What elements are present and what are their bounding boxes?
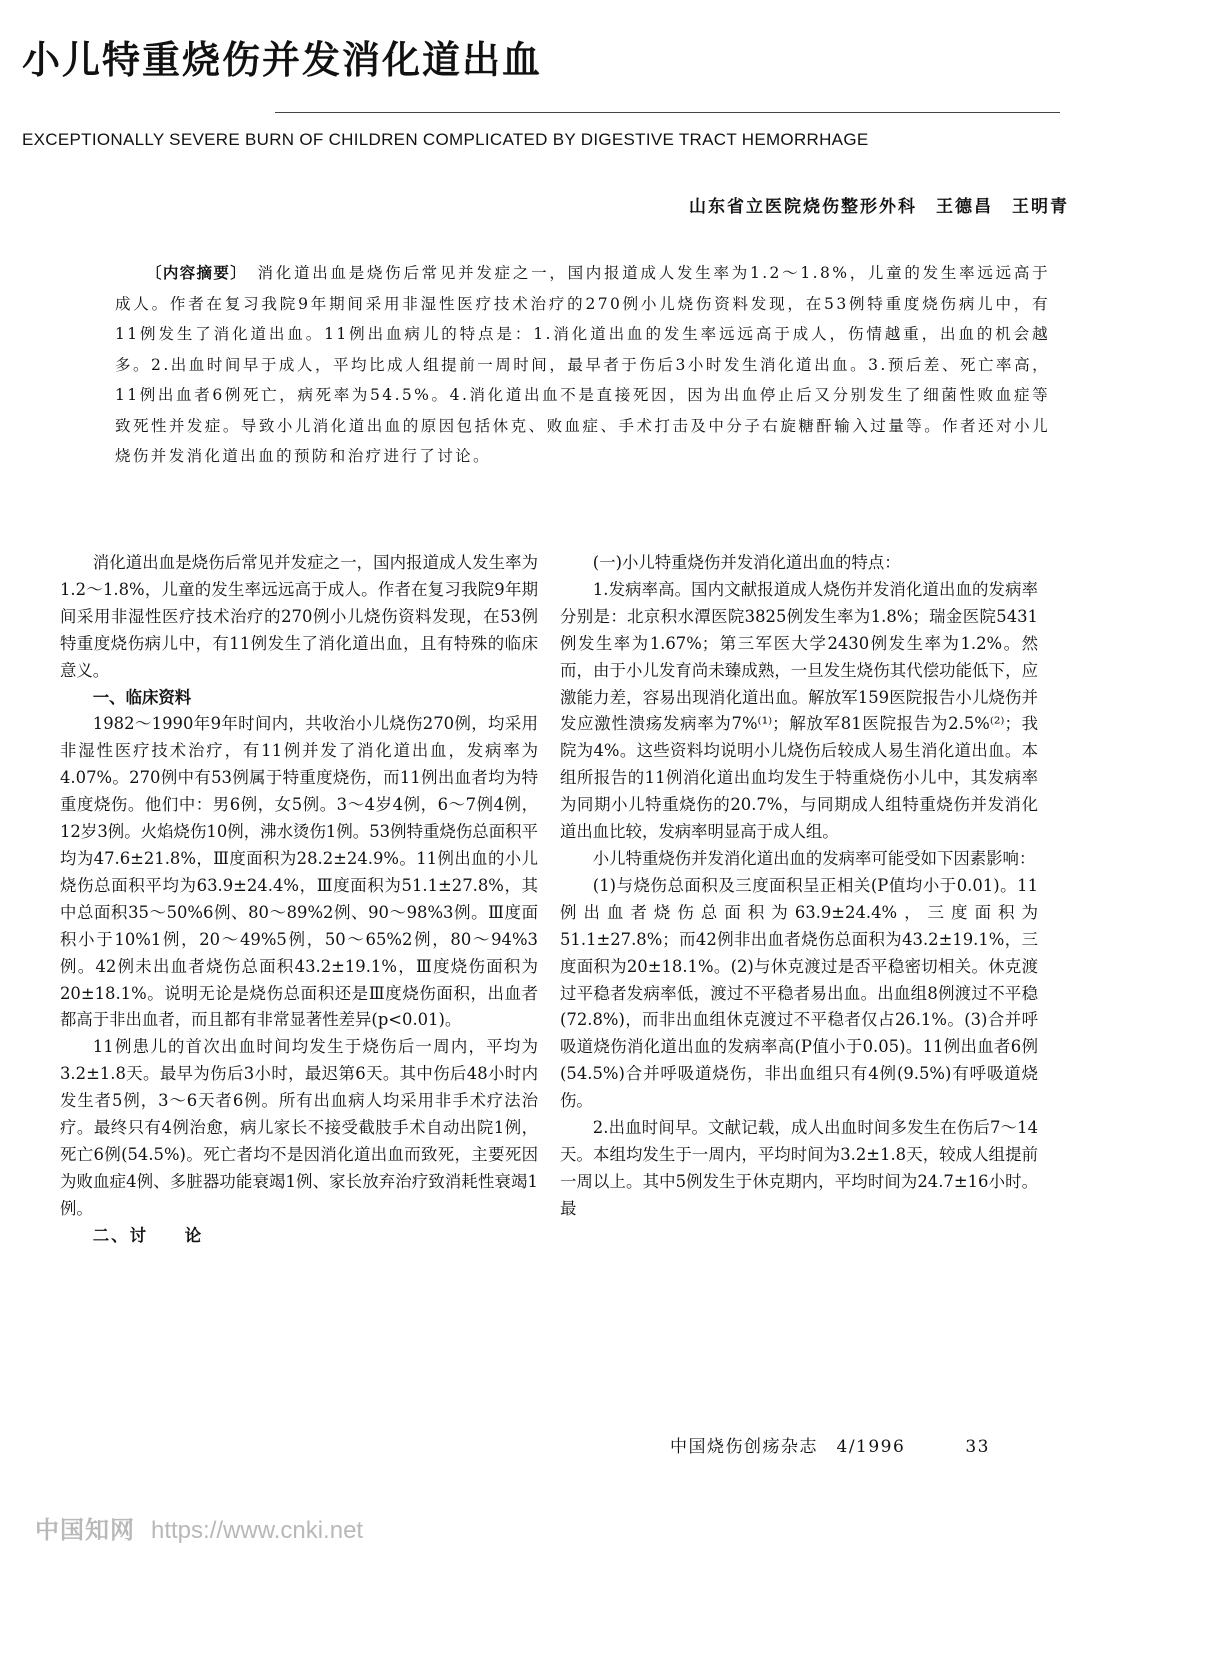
factors-intro-paragraph: 小儿特重烧伤并发消化道出血的发病率可能受如下因素影响： — [592, 848, 1036, 868]
watermark-brand: 中国知网 — [35, 1517, 135, 1544]
factors-paragraph: (1)与烧伤总面积及三度面积呈正相关(P值均小于0.01)。11例出血者烧伤总面积为63.9±24.4%，三度面积为51.1±27.8%；而42例非出血者烧伤总面积为43.2±19.1%，三度面积为20±18.1%。(2)与休克渡过是否平稳密切相关。休克渡过平稳者发病率低，渡过不平稳者易出血。出血组8例渡过不平稳(72.8%)，而非出血组休克渡过不平稳者仅占26.1%。(3)合并呼吸道烧伤消化道出血的发病率高(P值小于0.05)。11例出血者6例(54.5%)合并呼吸道烧伤，非出血组只有4例(9.5%)有呼吸道烧伤。 — [560, 875, 1038, 1111]
incidence-paragraph: 1.发病率高。国内文献报道成人烧伤并发消化道出血的发病率分别是：北京积水潭医院3825例发生率为1.8%；瑞金医院5431例发生率为1.67%；第三军医大学2430例发生率为1.2%。然而，由于小儿发育尚未臻成熟，一旦发生烧伤其代偿功能低下，应激能力差，容易出现消化道出血。解放军159医院报告小儿烧伤并发应激性溃疡发病率为7%⁽¹⁾；解放军81医院报告为2.5%⁽²⁾；我院为4%。这些资料均说明小儿烧伤后较成人易生消化道出血。本组所报告的11例消化道出血均发生于特重烧伤小儿中，其发病率为同期小儿特重烧伤的20.7%，与同期成人组特重烧伤并发消化道出血比较，发病率明显高于成人组。 — [560, 579, 1038, 842]
journal-name: 中国烧伤创疡杂志 4/1996 — [670, 1437, 906, 1457]
clinical-data-paragraph: 1982～1990年9年时间内，共收治小儿烧伤270例，均采用非湿性医疗技术治疗，有11例并发了消化道出血，发病率为4.07%。270例中有53例属于特重度烧伤，而11例出血者均为特重度烧伤。他们中：男6例，女5例。3～4岁4例，6～7例4例，12岁3例。火焰烧伤10例，沸水烫伤1例。53例特重烧伤总面积平均为47.6±21.8%，Ⅲ度面积为28.2±24.9%。11例出血的小儿烧伤总面积平均为63.9±24.4%，Ⅲ度面积为51.1±27.8%，其中总面积35～50%6例、80～89%2例、90～98%3例。Ⅲ度面积小于10%1例，20～49%5例，50～65%2例，80～94%3例。42例未出血者烧伤总面积43.2±19.1%，Ⅲ度烧伤面积为20±18.1%。说明无论是烧伤总面积还是Ⅲ度烧伤面积，出血者都高于非出血者，而且都有非常显著性差异(p<0.01)。 — [60, 714, 538, 1030]
cnki-watermark — [35, 1510, 363, 1545]
intro-paragraph: 消化道出血是烧伤后常见并发症之一，国内报道成人发生率为1.2～1.8%，儿童的发生率远远高于成人。作者在复习我院9年期间采用非湿性医疗技术治疗的270例小儿烧伤资料发现，在53例特重度烧伤病儿中，有11例发生了消化道出血，且有特殊的临床意义。 — [60, 553, 538, 680]
bleeding-time-paragraph: 11例患儿的首次出血时间均发生于烧伤后一周内，平均为3.2±1.8天。最早为伤后3小时，最迟第6天。其中伤后48小时内发生者5例，3～6天者6例。所有出血病人均采用非手术疗法治疗。最终只有4例治愈，病儿家长不接受截肢手术自动出院1例，死亡6例(54.5%)。死亡者均不是因消化道出血而致死，主要死因为败血症4例、多脏器功能衰竭1例、家长放弃治疗致消耗性衰竭1例。 — [60, 1037, 538, 1218]
section-heading-clinical-data: 一、临床资料 — [92, 687, 192, 707]
title-rule — [275, 112, 1060, 113]
page-number: 33 — [965, 1437, 990, 1457]
abstract-label: 〔内容摘要〕 — [146, 264, 240, 282]
page-footer — [670, 1432, 990, 1457]
right-column — [560, 550, 1038, 1223]
early-bleeding-paragraph: 2.出血时间早。文献记载，成人出血时间多发生在伤后7～14天。本组均发生于一周内，平均时间为3.2±1.8天，较成人组提前一周以上。其中5例发生于休克期内，平均时间为24.7±16小时。最 — [560, 1118, 1038, 1218]
article-title: 小儿特重烧伤并发消化道出血 — [22, 38, 543, 82]
abstract-text: 消化道出血是烧伤后常见并发症之一，国内报道成人发生率为1.2～1.8%，儿童的发生率远远高于成人。作者在复习我院9年期间采用非湿性医疗技术治疗的270例小儿烧伤资料发现，在53例特重度烧伤病儿中，有11例发生了消化道出血。11例出血病儿的特点是：1.消化道出血的发生率远远高于成人，伤情越重，出血的机会越多。2.出血时间早于成人，平均比成人组提前一周时间，最早者于伤后3小时发生消化道出血。3.预后差、死亡率高，11例出血者6例死亡，病死率为54.5%。4.消化道出血不是直接死因，因为出血停止后又分别发生了细菌性败血症等致死性并发症。导致小儿消化道出血的原因包括休克、败血症、手术打击及中分子右旋糖酐输入过量等。作者还对小儿烧伤并发消化道出血的预防和治疗进行了讨论。 — [115, 264, 1050, 465]
english-title: EXCEPTIONALLY SEVERE BURN OF CHILDREN COMPLICATED BY DIGESTIVE TRACT HEMORRHAGE — [22, 130, 869, 149]
left-column — [60, 550, 538, 1250]
watermark-url: https://www.cnki.net — [151, 1517, 364, 1544]
abstract — [115, 258, 1050, 472]
author-affiliation: 山东省立医院烧伤整形外科 王德昌 王明青 — [689, 197, 1069, 217]
subsection-heading-features: (一)小儿特重烧伤并发消化道出血的特点： — [592, 553, 901, 572]
section-heading-discussion: 二、讨 论 — [92, 1225, 204, 1245]
